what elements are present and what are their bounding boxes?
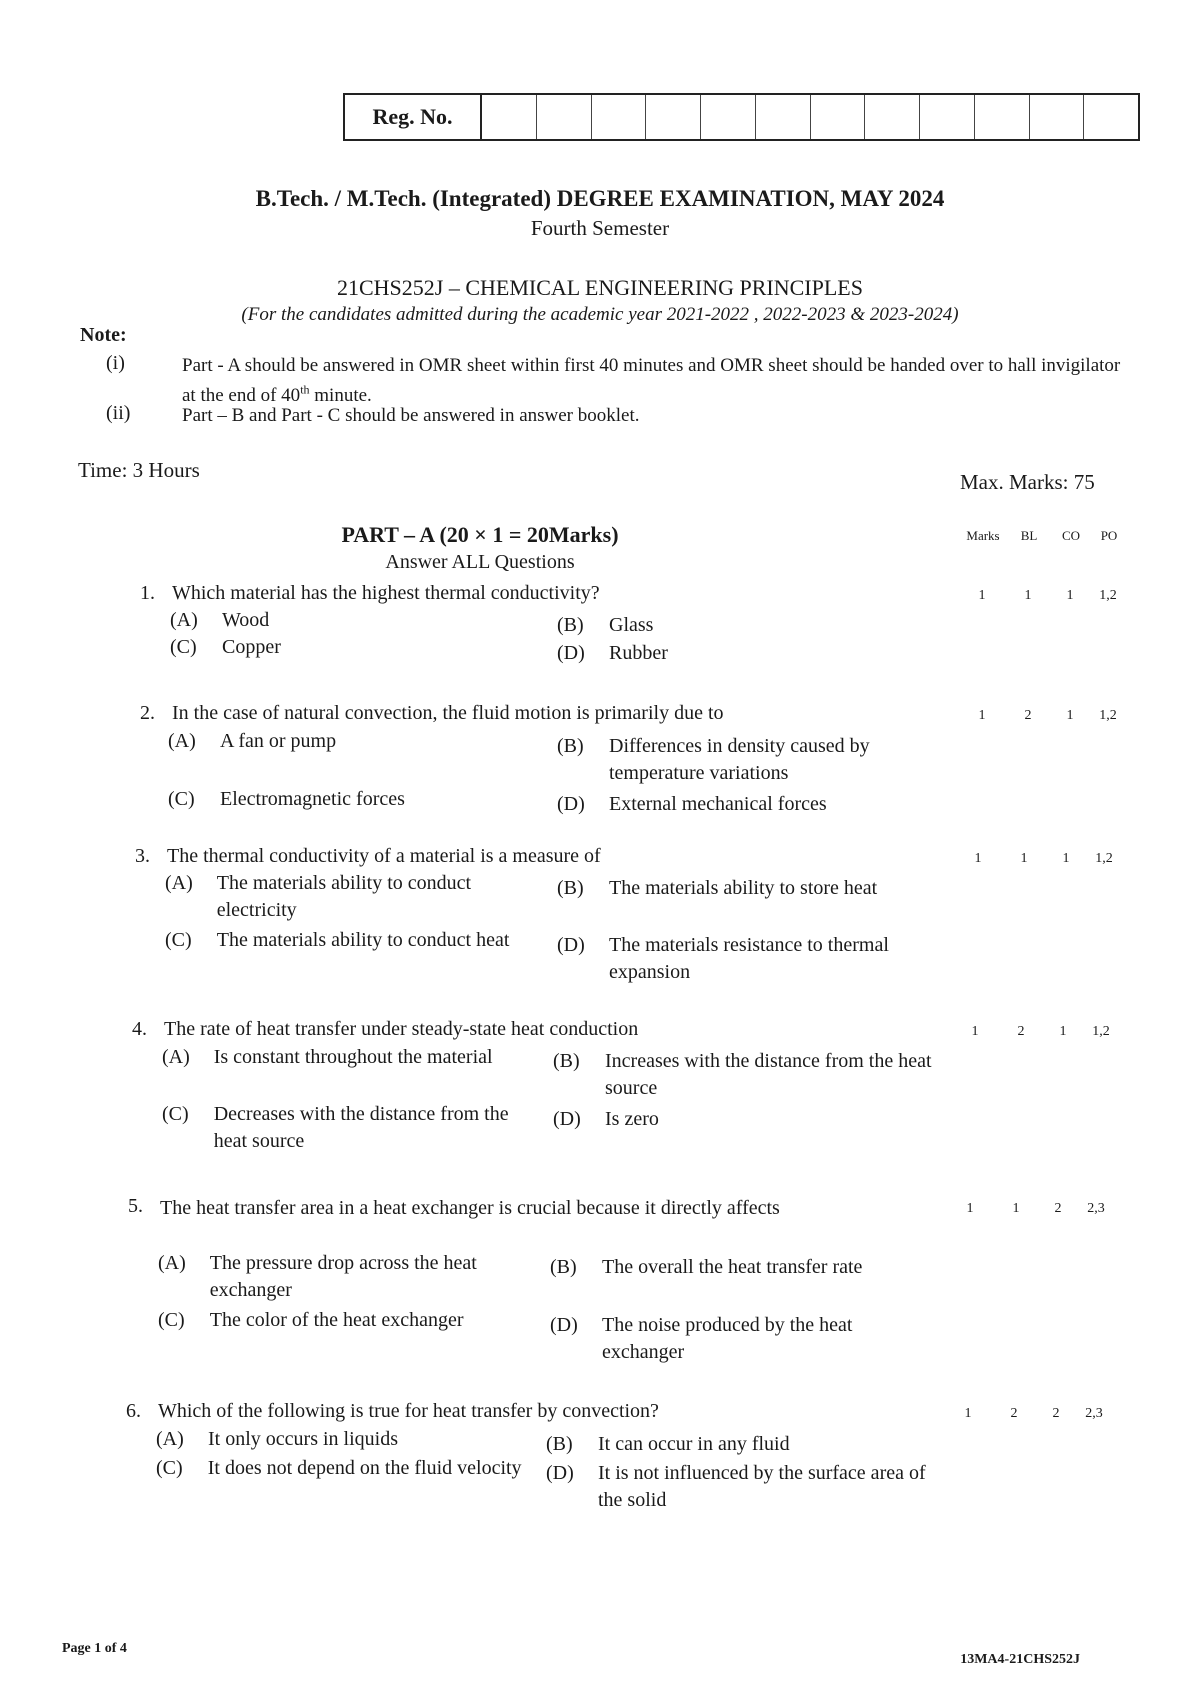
question-number: 6. (126, 1400, 141, 1422)
reg-no-cell (811, 95, 866, 139)
option-label: (A) (165, 872, 193, 894)
col-header-co: CO (1061, 528, 1081, 543)
option-text: Electromagnetic forces (220, 788, 405, 810)
option-a (168, 728, 336, 755)
question-text: In the case of natural convection, the fluid motion is primarily due to (172, 702, 724, 724)
option-d (550, 1312, 932, 1366)
part-a-heading: PART – A (20 × 1 = 20Marks) (341, 522, 619, 547)
max-marks: Max. Marks: 75 (960, 470, 1095, 494)
option-text: The materials ability to conduct heat (216, 929, 510, 951)
marks-value: 1 (978, 708, 986, 723)
co-value: 1 (1066, 588, 1074, 603)
note-text (182, 354, 1132, 408)
option-label: (C) (168, 788, 195, 810)
reg-no-label: Reg. No. (345, 95, 482, 139)
question-number: 2. (140, 702, 155, 724)
option-text: The noise produced by the heat exchanger (602, 1314, 853, 1363)
note-number: (i) (106, 352, 125, 374)
question-text: Which of the following is true for heat transfer by convection? (158, 1400, 659, 1422)
col-header-po: PO (1100, 528, 1118, 543)
reg-no-cell (482, 95, 537, 139)
co-value: 1 (1062, 851, 1070, 866)
option-b (553, 1048, 935, 1102)
option-label: (C) (170, 636, 197, 658)
semester: Fourth Semester (530, 216, 670, 240)
note-label: Note: (80, 324, 127, 346)
option-a (170, 607, 269, 634)
option-text: Copper (222, 636, 281, 658)
option-label: (A) (158, 1252, 186, 1274)
question-number: 1. (140, 582, 155, 604)
bl-value: 2 (1024, 708, 1032, 723)
option-c (165, 927, 545, 954)
option-c (170, 634, 281, 661)
exam-title: B.Tech. / M.Tech. (Integrated) DEGREE EXAMINATION, MAY 2024 (255, 186, 945, 211)
option-label: (D) (557, 934, 585, 956)
reg-no-cell (865, 95, 920, 139)
option-label: (C) (165, 929, 192, 951)
option-c (156, 1455, 536, 1482)
reg-no-cell (646, 95, 701, 139)
option-b (557, 612, 653, 639)
marks-value: 1 (964, 1406, 972, 1421)
option-b (550, 1254, 932, 1281)
exam-time: Time: 3 Hours (78, 458, 200, 482)
note-2-text: Part – B and Part - C should be answered in answer booklet. (182, 405, 640, 426)
reg-no-cell (592, 95, 647, 139)
option-text: It can occur in any fluid (598, 1433, 790, 1455)
option-c (162, 1101, 542, 1155)
admitted-years: (For the candidates admitted during the academic year 2021-2022 , 2022-2023 & 2023-2024) (241, 304, 959, 325)
option-label: (D) (546, 1462, 574, 1484)
reg-no-cell (701, 95, 756, 139)
po-value: 1,2 (1099, 588, 1117, 603)
po-value: 2,3 (1087, 1201, 1105, 1216)
option-label: (D) (553, 1108, 581, 1130)
option-d (546, 1460, 928, 1514)
option-text: Rubber (609, 642, 668, 664)
option-text: Is zero (605, 1108, 659, 1130)
po-value: 2,3 (1085, 1406, 1103, 1421)
reg-no-cell (1084, 95, 1138, 139)
marks-value: 1 (978, 588, 986, 603)
paper-code: 13MA4-21CHS252J (960, 1652, 1080, 1667)
option-label: (A) (162, 1046, 190, 1068)
option-label: (A) (156, 1428, 184, 1450)
co-value: 1 (1066, 708, 1074, 723)
option-text: Decreases with the distance from the heat source (213, 1103, 509, 1152)
option-a (158, 1250, 538, 1304)
option-label: (A) (170, 609, 198, 631)
answer-all-instruction: Answer ALL Questions (385, 551, 575, 573)
page-number: Page 1 of 4 (62, 1641, 127, 1656)
po-value: 1,2 (1092, 1024, 1110, 1039)
question-text: The heat transfer area in a heat exchanger is crucial because it directly affects (160, 1197, 780, 1219)
bl-value: 1 (1012, 1201, 1020, 1216)
reg-no-cell (920, 95, 975, 139)
question-number: 4. (132, 1018, 147, 1040)
option-text: Differences in density caused by temperature variations (609, 735, 870, 784)
option-text: It only occurs in liquids (208, 1428, 398, 1450)
option-d (557, 932, 939, 986)
option-label: (B) (546, 1433, 573, 1455)
option-d (553, 1106, 935, 1133)
option-text: Glass (609, 614, 654, 636)
marks-value: 1 (974, 851, 982, 866)
option-text: The materials resistance to thermal expansion (609, 934, 889, 983)
option-label: (B) (557, 735, 584, 757)
question-number: 5. (128, 1195, 143, 1217)
marks-value: 1 (966, 1201, 974, 1216)
option-text: It is not influenced by the surface area of the solid (598, 1462, 926, 1511)
note-number: (ii) (106, 402, 131, 424)
option-label: (C) (158, 1309, 185, 1331)
option-b (557, 875, 939, 902)
option-text: A fan or pump (220, 730, 337, 752)
option-label: (B) (557, 877, 584, 899)
option-c (168, 786, 405, 813)
option-a (156, 1426, 398, 1453)
marks-value: 1 (971, 1024, 979, 1039)
option-label: (C) (156, 1457, 183, 1479)
course-title: 21CHS252J – CHEMICAL ENGINEERING PRINCIPLES (337, 275, 863, 300)
reg-no-cell (1030, 95, 1085, 139)
reg-no-cell (537, 95, 592, 139)
question-number: 3. (135, 845, 150, 867)
bl-value: 1 (1024, 588, 1032, 603)
option-text: Wood (222, 609, 270, 631)
option-text: The overall the heat transfer rate (602, 1256, 863, 1278)
option-b (557, 733, 939, 787)
option-label: (D) (550, 1314, 578, 1336)
option-text: Increases with the distance from the heat source (605, 1050, 932, 1099)
po-value: 1,2 (1095, 851, 1113, 866)
option-text: It does not depend on the fluid velocity (207, 1457, 522, 1479)
option-text: External mechanical forces (609, 793, 827, 815)
option-a (165, 870, 545, 924)
option-d (557, 640, 668, 667)
option-d (557, 791, 827, 818)
col-header-bl: BL (1020, 528, 1038, 543)
bl-value: 2 (1010, 1406, 1018, 1421)
bl-value: 1 (1020, 851, 1028, 866)
option-label: (A) (168, 730, 196, 752)
option-label: (C) (162, 1103, 189, 1125)
reg-no-cell (975, 95, 1030, 139)
option-label: (D) (557, 793, 585, 815)
option-text: The pressure drop across the heat exchanger (209, 1252, 477, 1301)
option-b (546, 1431, 790, 1458)
bl-value: 2 (1017, 1024, 1025, 1039)
question-text: Which material has the highest thermal conductivity? (172, 582, 600, 604)
superscript-th: th (300, 383, 310, 397)
option-c (158, 1307, 538, 1334)
option-text: The color of the heat exchanger (209, 1309, 464, 1331)
col-header-marks: Marks (966, 528, 1000, 543)
reg-no-box (343, 93, 1140, 141)
option-label: (B) (553, 1050, 580, 1072)
po-value: 1,2 (1099, 708, 1117, 723)
option-text: The materials ability to conduct electricity (216, 872, 472, 921)
note-1-text: Part - A should be answered in OMR sheet within first 40 minutes and OMR sheet should be handed over to hall invigilator at the end of 40th minute. (182, 355, 1121, 407)
option-label: (B) (550, 1256, 577, 1278)
option-text: The materials ability to store heat (609, 877, 878, 899)
question-text: The rate of heat transfer under steady-state heat conduction (164, 1018, 639, 1040)
co-value: 2 (1054, 1201, 1062, 1216)
reg-no-cell (756, 95, 811, 139)
option-label: (B) (557, 614, 584, 636)
question-text: The thermal conductivity of a material is a measure of (167, 845, 601, 867)
co-value: 2 (1052, 1406, 1060, 1421)
option-text: Is constant throughout the material (213, 1046, 493, 1068)
co-value: 1 (1059, 1024, 1067, 1039)
option-label: (D) (557, 642, 585, 664)
option-a (162, 1044, 542, 1071)
